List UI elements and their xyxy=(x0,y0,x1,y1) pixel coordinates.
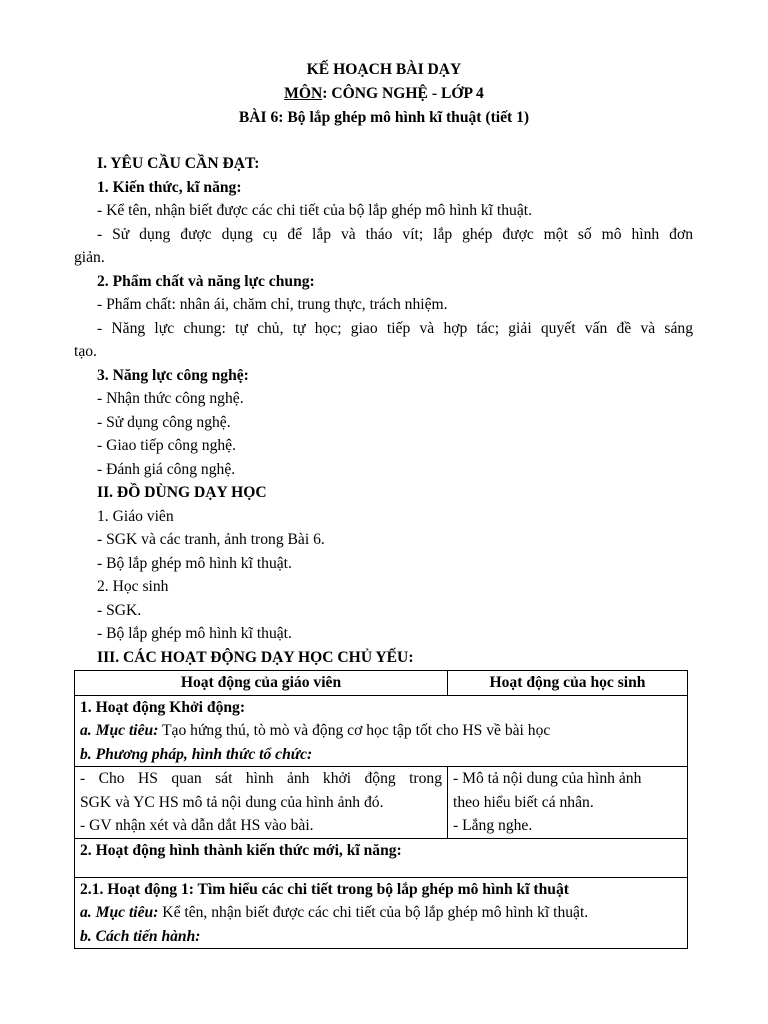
activity1-title: 1. Hoạt động Khởi động: xyxy=(80,698,246,716)
lesson-plan-title: KẾ HOẠCH BÀI DẠY xyxy=(306,61,462,78)
section1-sub3-item: - Giao tiếp công nghệ. xyxy=(97,437,237,454)
activity1-method: b. Phương pháp, hình thức tổ chức: xyxy=(80,745,313,763)
activity21-method: b. Cách tiến hành: xyxy=(80,927,201,945)
document-body xyxy=(74,152,693,669)
col-header-teacher: Hoạt động của giáo viên xyxy=(75,671,448,696)
section1-title: I. YÊU CẦU CẦN ĐẠT: xyxy=(97,155,260,172)
activity1-student-cell xyxy=(448,767,688,839)
activity1-teacher-cell xyxy=(75,767,448,839)
activity1-goal-label: a. Mục tiêu: xyxy=(80,722,159,739)
section1-sub2-item1: - Phẩm chất: nhân ái, chăm chỉ, trung thực, trách nhiệm. xyxy=(97,296,448,313)
activity1-student-line: - Lắng nghe. xyxy=(453,817,533,834)
activity21-goal-text: Kể tên, nhận biết được các chi tiết của bộ lắp ghép mô hình kĩ thuật. xyxy=(158,904,589,921)
section2-student: 2. Học sinh xyxy=(97,578,169,595)
section2-teacher-item: - SGK và các tranh, ảnh trong Bài 6. xyxy=(97,531,325,548)
col-header-student: Hoạt động của học sinh xyxy=(448,671,688,696)
activity1-teacher-line: - Cho HS quan sát hình ảnh khởi động trong xyxy=(80,770,442,787)
section1-sub3: 3. Năng lực công nghệ: xyxy=(97,366,249,384)
section1-sub1-item2-line2: giản. xyxy=(74,249,105,266)
activity1-goal xyxy=(80,719,682,743)
section1-sub1-item2-line1: - Sử dụng được dụng cụ để lắp và tháo vít; lắp ghép được một số mô hình đơn xyxy=(97,225,693,243)
section1-sub3-item: - Đánh giá công nghệ. xyxy=(97,460,236,478)
activity1-teacher-line: - GV nhận xét và dẫn dắt HS vào bài. xyxy=(80,817,314,834)
activity21-cell xyxy=(75,877,688,949)
section2-title: II. ĐỒ DÙNG DẠY HỌC xyxy=(97,484,267,501)
table-row xyxy=(75,695,688,767)
section2-student-item: - SGK. xyxy=(97,601,142,619)
activity1-intro-cell xyxy=(75,695,688,767)
activity2-title: 2. Hoạt động hình thành kiến thức mới, kĩ năng: xyxy=(80,841,402,859)
activities-table xyxy=(74,670,688,949)
section1-sub1: 1. Kiến thức, kĩ năng: xyxy=(97,178,242,196)
activity21-goal-label: a. Mục tiêu: xyxy=(80,904,159,921)
section3-title: III. CÁC HOẠT ĐỘNG DẠY HỌC CHỦ YẾU: xyxy=(97,648,414,666)
section1-sub2-item2-line2: tạo. xyxy=(74,343,97,360)
activity21-title: 2.1. Hoạt động 1: Tìm hiểu các chi tiết trong bộ lắp ghép mô hình kĩ thuật xyxy=(80,880,569,898)
section1-sub3-item: - Nhận thức công nghệ. xyxy=(97,390,244,407)
activity1-student-line: theo hiểu biết cá nhân. xyxy=(453,793,594,811)
table-header-row xyxy=(75,671,688,696)
table-row xyxy=(75,838,688,877)
activity1-teacher-line: SGK và YC HS mô tả nội dung của hình ảnh đó. xyxy=(80,793,384,811)
activity21-goal xyxy=(80,901,682,925)
lesson-title: BÀI 6: Bộ lắp ghép mô hình kĩ thuật (tiết 1) xyxy=(238,109,530,126)
table-row xyxy=(75,877,688,949)
section1-sub2-item2-line1: - Năng lực chung: tự chủ, tự học; giao tiếp và hợp tác; giải quyết vấn đề và sáng xyxy=(97,319,693,337)
subject-line xyxy=(0,82,768,106)
section2-student-item: - Bộ lắp ghép mô hình kĩ thuật. xyxy=(97,625,292,642)
table-row xyxy=(75,767,688,839)
document-header xyxy=(0,58,768,130)
section1-sub1-item1: - Kể tên, nhận biết được các chi tiết của bộ lắp ghép mô hình kĩ thuật. xyxy=(97,202,532,219)
activity2-cell xyxy=(75,838,688,877)
activity1-goal-text: Tạo hứng thú, tò mò và động cơ học tập tốt cho HS về bài học xyxy=(158,722,551,739)
activity1-student-line: - Mô tả nội dung của hình ảnh xyxy=(453,770,642,787)
section1-sub3-item: - Sử dụng công nghệ. xyxy=(97,413,231,431)
section2-teacher-item: - Bộ lắp ghép mô hình kĩ thuật. xyxy=(97,554,292,572)
section2-teacher: 1. Giáo viên xyxy=(97,507,174,525)
subject-value: : CÔNG NGHỆ - LỚP 4 xyxy=(322,85,484,102)
subject-label: MÔN xyxy=(284,85,323,102)
section1-sub2: 2. Phẩm chất và năng lực chung: xyxy=(97,272,315,290)
